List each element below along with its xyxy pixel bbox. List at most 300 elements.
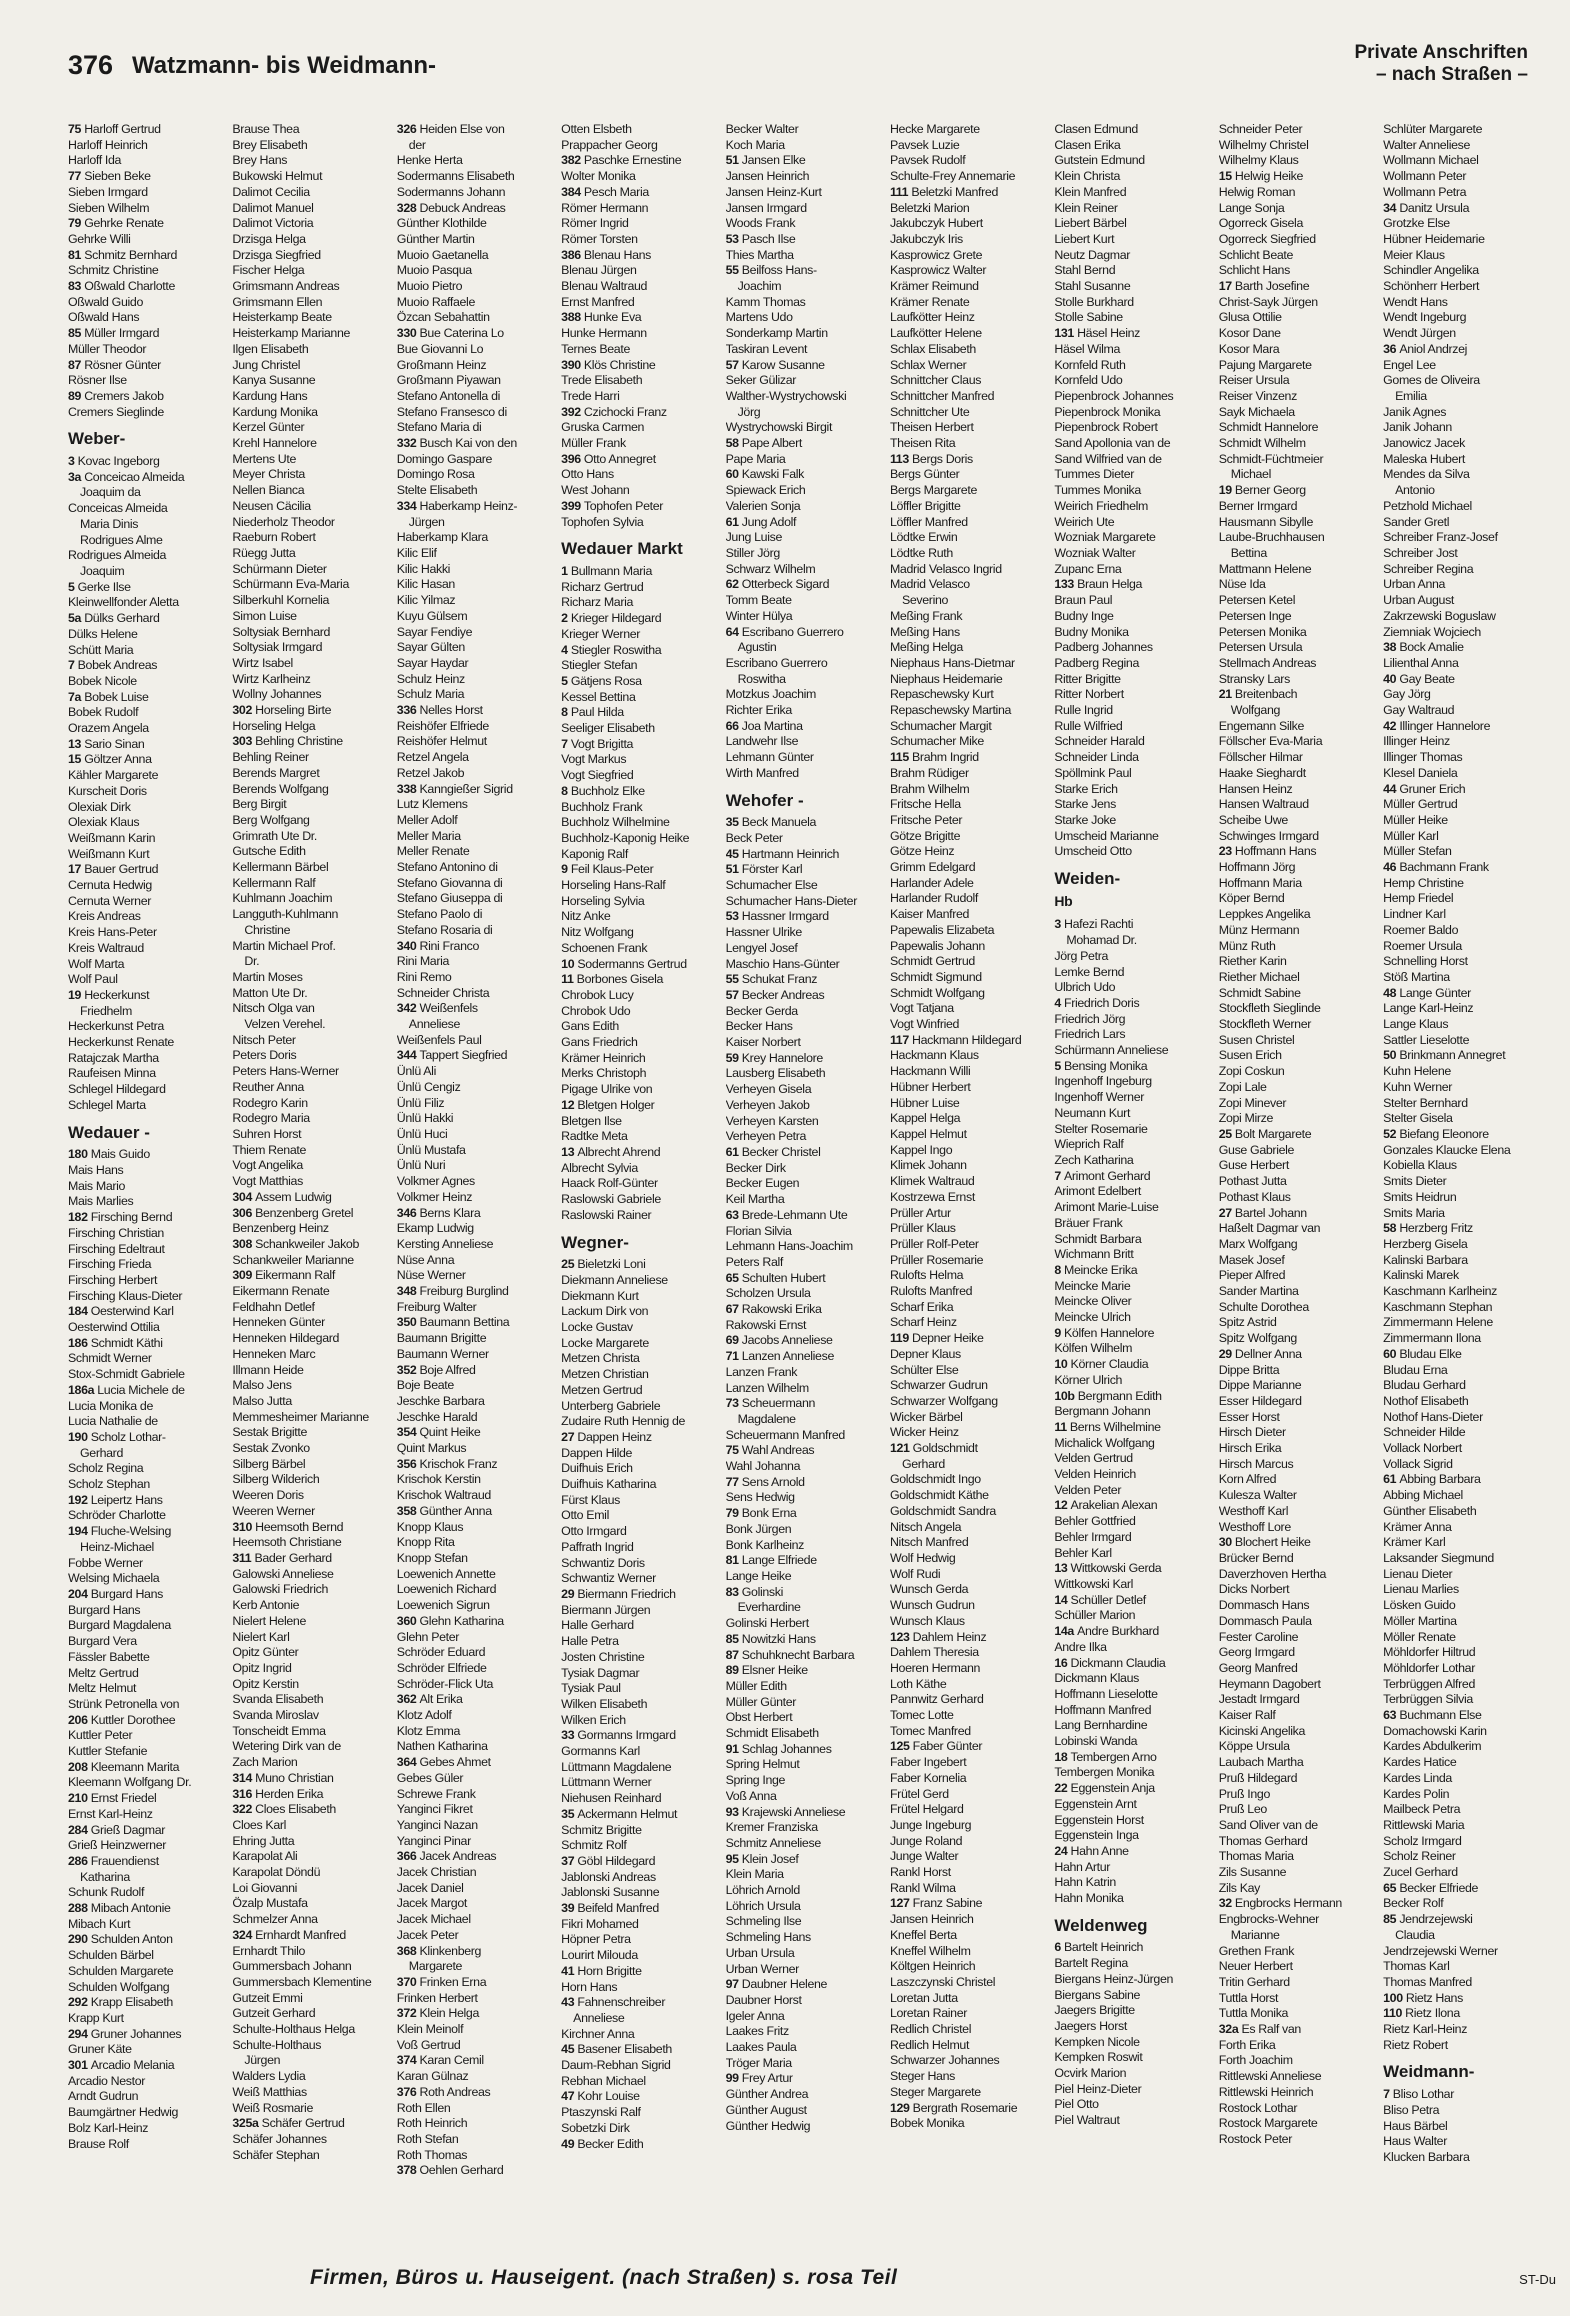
resident-name: Clasen Erika xyxy=(1054,137,1121,152)
resident-entry xyxy=(726,1349,884,1365)
resident-entry xyxy=(397,1127,555,1143)
resident-entry xyxy=(1383,1975,1541,1991)
resident-entry xyxy=(1219,907,1377,923)
resident-entry xyxy=(1383,640,1541,656)
resident-entry xyxy=(1219,1645,1377,1661)
resident-entry xyxy=(68,1885,226,1901)
resident-name: Jakubczyk Iris xyxy=(889,231,963,246)
resident-name: Baumgärtner Hedwig xyxy=(68,2105,179,2120)
resident-name: Laakes Fritz xyxy=(725,2024,789,2039)
resident-name: Kilic Elif xyxy=(396,545,437,560)
resident-name: Feil Klaus-Peter xyxy=(570,862,654,877)
house-number: 77 xyxy=(725,1474,742,1489)
resident-name: Schulten Hubert xyxy=(741,1270,826,1285)
resident-name: Woods Frank xyxy=(725,216,796,231)
resident-name: Hackmann Klaus xyxy=(889,1048,979,1063)
resident-entry xyxy=(726,1993,884,2009)
resident-name: Pape Albert xyxy=(741,436,802,451)
house-number: 338 xyxy=(396,781,420,796)
resident-entry xyxy=(68,721,226,737)
resident-name: Retzel Jakob xyxy=(396,765,465,780)
resident-name: Terbrüggen Alfred xyxy=(1383,1676,1475,1691)
resident-entry xyxy=(890,373,1048,389)
resident-entry xyxy=(1054,1640,1212,1656)
house-number: 370 xyxy=(396,1974,420,1989)
resident-name: Locke Gustav xyxy=(561,1320,633,1335)
resident-entry xyxy=(1219,656,1377,672)
resident-entry xyxy=(1383,1865,1541,1881)
resident-entry xyxy=(890,1331,1048,1347)
resident-name: Költgen Heinrich xyxy=(889,1959,976,1974)
resident-name: Kaschmann Karlheinz xyxy=(1383,1284,1498,1299)
resident-name: Beletzki Manfred xyxy=(911,184,998,199)
resident-name: Arcadio Nestor xyxy=(68,2073,146,2088)
resident-name: Olexiak Klaus xyxy=(68,815,140,830)
street-heading: Weber- xyxy=(68,429,126,449)
resident-entry xyxy=(397,1928,555,1944)
resident-name: Lengyel Josef xyxy=(725,940,798,955)
resident-entry xyxy=(726,2103,884,2119)
page-footer xyxy=(0,2266,1570,2300)
resident-name: Schröder-Flick Uta xyxy=(396,1676,494,1691)
resident-entry xyxy=(397,703,555,719)
resident-name: Gebes Güler xyxy=(396,1770,464,1785)
resident-name: Landwehr Ilse xyxy=(725,734,799,749)
resident-name: Malso Jens xyxy=(232,1378,292,1393)
resident-entry xyxy=(1383,703,1541,719)
resident-entry xyxy=(726,1742,884,1758)
resident-name: Opitz Ingrid xyxy=(232,1660,292,1675)
resident-entry xyxy=(726,1286,884,1302)
resident-entry xyxy=(68,1901,226,1917)
resident-name: Heckerkunst xyxy=(84,987,150,1002)
resident-name: Keil Martha xyxy=(725,1192,785,1207)
resident-name: Tuttla Horst xyxy=(1218,1990,1279,2005)
resident-name: Kanngießer Sigrid xyxy=(419,781,513,796)
resident-entry xyxy=(1054,609,1212,625)
resident-name: Soltysiak Bernhard xyxy=(232,624,331,639)
resident-entry xyxy=(1054,1310,1212,1326)
resident-entry xyxy=(890,813,1048,829)
resident-entry xyxy=(397,2116,555,2132)
resident-name: Bobek Nicole xyxy=(68,673,137,688)
resident-name: Mais Guido xyxy=(90,1147,150,1162)
house-number: 89 xyxy=(68,388,85,403)
resident-name: Nelles Horst xyxy=(419,703,483,718)
resident-name: Burgard Hans xyxy=(90,1586,163,1601)
resident-name: Depner Klaus xyxy=(889,1346,961,1361)
resident-entry xyxy=(397,2132,555,2148)
resident-name: Stockfleth Sieglinde xyxy=(1218,1001,1321,1016)
resident-name: Heymann Dagobert xyxy=(1218,1676,1321,1691)
resident-entry xyxy=(1219,2132,1377,2148)
resident-name: Firsching Christian xyxy=(68,1225,164,1240)
house-number: 59 xyxy=(725,1050,742,1065)
resident-name: Bartel Johann xyxy=(1234,1205,1307,1220)
resident-entry xyxy=(397,891,555,907)
resident-entry xyxy=(232,232,390,248)
resident-name: Petzhold Michael xyxy=(1383,498,1472,513)
resident-entry xyxy=(1219,1425,1377,1441)
resident-name: Rakowski Erika xyxy=(741,1302,822,1317)
resident-entry xyxy=(1054,1200,1212,1216)
house-number: 2 xyxy=(561,611,571,626)
resident-entry xyxy=(561,1791,719,1807)
resident-name: Schäfer Gertrud xyxy=(261,2116,345,2131)
resident-name: Volkmer Agnes xyxy=(396,1174,475,1189)
resident-name: Rebhan Michael xyxy=(561,2073,646,2088)
resident-entry xyxy=(397,2038,555,2054)
resident-name: Janowicz Jacek xyxy=(1383,436,1465,451)
entry-continuation: Joachim xyxy=(737,279,782,294)
resident-entry xyxy=(726,1318,884,1334)
resident-name: Janik Agnes xyxy=(1383,404,1447,419)
resident-entry xyxy=(1054,1043,1212,1059)
resident-entry xyxy=(1383,1661,1541,1677)
resident-entry xyxy=(561,1004,719,1020)
resident-entry xyxy=(890,1708,1048,1724)
resident-entry xyxy=(561,2089,719,2105)
resident-entry xyxy=(232,1268,390,1284)
house-number: 100 xyxy=(1383,1990,1406,2005)
resident-entry xyxy=(68,1273,226,1289)
resident-name: Braun Paul xyxy=(1054,593,1113,608)
house-number: 35 xyxy=(561,1806,578,1821)
house-number: 364 xyxy=(396,1755,420,1770)
resident-entry xyxy=(232,625,390,641)
resident-entry xyxy=(1054,263,1212,279)
resident-entry xyxy=(397,358,555,374)
resident-entry xyxy=(1054,1546,1212,1562)
resident-name: Kleemann Marita xyxy=(90,1759,180,1774)
resident-name: Wolf Rudi xyxy=(889,1566,941,1581)
resident-name: Wendt Ingeburg xyxy=(1383,310,1467,325)
resident-name: Sand Oliver van de xyxy=(1218,1817,1318,1832)
resident-name: Zech Katharina xyxy=(1054,1153,1134,1167)
resident-entry xyxy=(1383,263,1541,279)
resident-entry xyxy=(726,656,884,672)
resident-name: Arakelian Alexan xyxy=(1070,1498,1158,1513)
directory-column xyxy=(1383,122,1547,2262)
resident-entry xyxy=(561,815,719,831)
resident-name: Berner Irmgard xyxy=(1218,498,1298,513)
resident-entry xyxy=(68,1524,226,1540)
resident-entry xyxy=(1383,750,1541,766)
resident-name: Hassner Irmgard xyxy=(741,909,829,924)
resident-entry xyxy=(68,737,226,753)
resident-entry xyxy=(397,248,555,264)
resident-entry xyxy=(1219,1080,1377,1096)
resident-name: Velden Peter xyxy=(1054,1482,1122,1497)
resident-name: Verheyen Karsten xyxy=(725,1113,819,1128)
resident-entry xyxy=(1219,1771,1377,1787)
resident-entry xyxy=(1219,923,1377,939)
resident-entry xyxy=(1054,656,1212,672)
resident-name: Kostrzewa Ernst xyxy=(889,1189,975,1204)
house-number: 324 xyxy=(232,1927,256,1942)
resident-name: Arimont Gerhard xyxy=(1063,1168,1151,1183)
resident-entry xyxy=(68,1807,226,1823)
resident-entry xyxy=(1219,1457,1377,1473)
resident-entry xyxy=(1054,1781,1212,1797)
resident-name: Niederholz Theodor xyxy=(232,514,335,529)
house-number: 75 xyxy=(68,122,85,136)
resident-name: Scholz Irmgard xyxy=(1383,1833,1462,1848)
resident-entry xyxy=(1054,248,1212,264)
resident-entry xyxy=(1383,656,1541,672)
resident-entry xyxy=(232,1787,390,1803)
resident-name: Beifeld Manfred xyxy=(577,1901,659,1916)
resident-name: Schukat Franz xyxy=(741,972,818,987)
resident-entry xyxy=(1054,1389,1212,1405)
resident-entry xyxy=(890,232,1048,248)
resident-name: Chrobok Lucy xyxy=(561,987,634,1002)
resident-name: Dalimot Manuel xyxy=(232,200,314,215)
resident-name: Sieben Beke xyxy=(84,169,151,184)
resident-name: Zopi Lale xyxy=(1218,1079,1267,1094)
resident-name: Steger Margarete xyxy=(889,2084,981,2099)
resident-name: Zopi Coskun xyxy=(1218,1064,1285,1079)
resident-entry xyxy=(232,1001,390,1017)
resident-name: Leppkes Angelika xyxy=(1218,907,1311,922)
resident-entry xyxy=(397,2022,555,2038)
resident-name: Niephaus Hans-Dietmar xyxy=(889,655,1015,670)
resident-name: Dahlem Theresia xyxy=(889,1645,979,1660)
resident-entry xyxy=(726,1820,884,1836)
resident-entry xyxy=(561,1932,719,1948)
resident-entry xyxy=(1054,1828,1212,1844)
house-number: 18 xyxy=(1054,1749,1071,1764)
resident-name: Verheyen Gisela xyxy=(725,1082,812,1097)
resident-entry xyxy=(1383,2150,1541,2166)
resident-name: Herzberg Fritz xyxy=(1399,1221,1473,1236)
resident-name: Schreiber Jost xyxy=(1383,545,1458,560)
resident-name: Schulden Anton xyxy=(90,1932,173,1947)
house-number: 10b xyxy=(1054,1388,1078,1403)
resident-name: Engbrocks-Wehner xyxy=(1218,1912,1319,1927)
house-number: 33 xyxy=(561,1728,578,1743)
resident-entry xyxy=(726,1114,884,1130)
resident-entry xyxy=(68,153,226,169)
resident-name: Schäfer Johannes xyxy=(232,2132,327,2146)
resident-entry xyxy=(1219,515,1377,531)
resident-name: Herden Erika xyxy=(255,1786,324,1801)
resident-name: Scholz Stephan xyxy=(68,1477,150,1492)
resident-entry xyxy=(890,907,1048,923)
resident-entry xyxy=(1054,703,1212,719)
resident-entry xyxy=(68,310,226,326)
resident-entry xyxy=(1054,295,1212,311)
resident-name: Kardes Linda xyxy=(1383,1770,1452,1785)
resident-name: Weiß Matthias xyxy=(232,2084,307,2099)
resident-name: Glusa Ottilie xyxy=(1218,310,1282,325)
house-number: 334 xyxy=(396,498,420,513)
house-number: 83 xyxy=(725,1584,742,1599)
resident-entry xyxy=(561,909,719,925)
resident-entry xyxy=(1219,1802,1377,1818)
resident-name: Brücker Bernd xyxy=(1218,1550,1294,1565)
resident-entry xyxy=(397,530,555,546)
resident-name: Kneffel Wilhelm xyxy=(889,1943,971,1958)
resident-name: Schmitz Anneliese xyxy=(725,1835,821,1850)
resident-entry xyxy=(726,1161,884,1177)
resident-entry xyxy=(68,1618,226,1634)
resident-entry xyxy=(1383,232,1541,248)
resident-entry xyxy=(1219,860,1377,876)
resident-entry xyxy=(1054,467,1212,483)
resident-entry xyxy=(68,972,226,988)
resident-entry xyxy=(1383,1174,1541,1190)
resident-entry xyxy=(397,1111,555,1127)
resident-name: Müller Gertrud xyxy=(1383,797,1458,812)
resident-name: Goldschmidt Käthe xyxy=(889,1488,989,1503)
resident-entry xyxy=(397,1582,555,1598)
resident-entry xyxy=(1054,1530,1212,1546)
resident-name: Beck Manuela xyxy=(741,815,817,830)
house-number: 35 xyxy=(725,815,742,830)
resident-name: Kulesza Walter xyxy=(1218,1488,1297,1503)
resident-name: Jendrzejewski Werner xyxy=(1383,1943,1498,1958)
resident-entry xyxy=(561,1351,719,1367)
resident-name: Yanginci Nazan xyxy=(396,1817,478,1832)
resident-name: Frütel Gerd xyxy=(889,1786,949,1801)
resident-name: Boje Beate xyxy=(396,1378,454,1393)
house-number: 288 xyxy=(68,1901,91,1916)
resident-name: Lüttmann Werner xyxy=(561,1775,652,1790)
resident-name: Lödtke Erwin xyxy=(889,530,958,545)
resident-name: Förster Karl xyxy=(741,862,803,877)
resident-name: Körner Ulrich xyxy=(1054,1372,1123,1387)
resident-entry xyxy=(397,860,555,876)
resident-entry xyxy=(1383,1567,1541,1583)
house-number: 79 xyxy=(725,1506,742,1521)
resident-entry xyxy=(232,1206,390,1222)
resident-entry xyxy=(68,1210,226,1226)
resident-name: Becker Christel xyxy=(741,1145,821,1159)
resident-entry xyxy=(1219,1739,1377,1755)
resident-name: Jung Adolf xyxy=(741,514,797,529)
resident-name: Schlegel Marta xyxy=(68,1097,146,1112)
resident-entry xyxy=(561,452,719,468)
resident-entry xyxy=(397,389,555,405)
house-number: 63 xyxy=(725,1207,742,1222)
resident-entry xyxy=(561,1145,719,1161)
resident-entry xyxy=(1219,1912,1377,1928)
resident-entry xyxy=(1383,1771,1541,1787)
resident-name: Haßelt Dagmar van xyxy=(1218,1221,1321,1236)
house-number: 306 xyxy=(232,1205,256,1220)
resident-name: Karan Gülnaz xyxy=(396,2069,469,2084)
resident-entry xyxy=(726,1475,884,1491)
resident-name: Krapp Kurt xyxy=(68,2010,124,2025)
resident-name: Wirtz Karlheinz xyxy=(232,671,311,686)
resident-entry xyxy=(1383,1849,1541,1865)
resident-entry xyxy=(232,1739,390,1755)
resident-entry xyxy=(397,1143,555,1159)
resident-entry xyxy=(232,515,390,531)
resident-name: Rodrigues Almeida xyxy=(68,548,167,563)
resident-name: Haus Walter xyxy=(1383,2134,1447,2149)
resident-name: Lutz Klemens xyxy=(396,797,468,812)
resident-entry xyxy=(1383,1190,1541,1206)
resident-entry xyxy=(232,201,390,217)
resident-entry xyxy=(1054,1656,1212,1672)
resident-name: Vogt Winfried xyxy=(889,1017,960,1032)
resident-name: Esser Horst xyxy=(1218,1409,1280,1424)
resident-entry xyxy=(1219,797,1377,813)
resident-name: Gans Edith xyxy=(561,1019,619,1034)
resident-entry xyxy=(232,1865,390,1881)
resident-entry xyxy=(68,1995,226,2011)
house-number: 356 xyxy=(396,1456,420,1471)
resident-name: Beck Peter xyxy=(725,830,783,845)
resident-name: Kaiser Norbert xyxy=(725,1035,801,1050)
resident-name: Halle Petra xyxy=(561,1634,619,1649)
resident-name: Ratajczak Martha xyxy=(68,1050,159,1065)
resident-entry xyxy=(890,1347,1048,1363)
resident-entry xyxy=(890,263,1048,279)
resident-entry xyxy=(890,891,1048,907)
resident-entry xyxy=(1054,750,1212,766)
resident-name: Cernuta Hedwig xyxy=(68,878,152,893)
resident-entry xyxy=(726,1365,884,1381)
resident-name: Czichocki Franz xyxy=(583,404,667,419)
resident-entry xyxy=(1054,1122,1212,1138)
resident-entry xyxy=(890,1896,1048,1912)
resident-name: Rankl Horst xyxy=(889,1865,951,1880)
resident-name: Schwantiz Doris xyxy=(561,1555,645,1570)
resident-name: Weirich Friedhelm xyxy=(1054,498,1149,513)
resident-name: Rittlewski Heinrich xyxy=(1218,2084,1314,2099)
resident-name: Bliso Petra xyxy=(1383,2102,1440,2117)
resident-name: Zopi Minever xyxy=(1218,1095,1287,1110)
resident-name: Jansen Heinz-Kurt xyxy=(725,184,822,199)
resident-entry xyxy=(890,860,1048,876)
resident-name: Hoffmann Lieselotte xyxy=(1054,1686,1158,1701)
resident-name: Martin Moses xyxy=(232,969,303,984)
resident-entry xyxy=(890,2006,1048,2022)
resident-entry xyxy=(68,690,226,706)
house-number: 57 xyxy=(725,987,742,1002)
resident-name: Schwarzer Wolfgang xyxy=(889,1393,998,1408)
resident-entry xyxy=(232,530,390,546)
resident-name: Scheibe Uwe xyxy=(1218,812,1288,827)
resident-entry xyxy=(1054,1498,1212,1514)
resident-entry xyxy=(1383,1614,1541,1630)
resident-entry xyxy=(1219,216,1377,232)
resident-name: Wozniak Margarete xyxy=(1054,530,1156,545)
resident-entry xyxy=(397,954,555,970)
house-number: 32 xyxy=(1218,1896,1235,1911)
house-number: 22 xyxy=(1054,1781,1071,1796)
resident-name: Klotz Emma xyxy=(396,1723,461,1738)
resident-entry xyxy=(561,1587,719,1603)
resident-entry xyxy=(890,1441,1048,1457)
resident-name: Krischok Kerstin xyxy=(396,1472,481,1487)
resident-entry xyxy=(726,342,884,358)
resident-name: Bauer Gertrud xyxy=(84,862,159,877)
resident-name: Arimont Edelbert xyxy=(1054,1184,1142,1199)
resident-name: Fässler Babette xyxy=(68,1649,150,1664)
resident-name: Wicker Bärbel xyxy=(889,1409,963,1424)
resident-name: Motzkus Joachim xyxy=(725,687,817,702)
resident-name: Piel Waltraut xyxy=(1054,2113,1120,2128)
house-number: 81 xyxy=(725,1553,742,1568)
resident-name: Winter Hülya xyxy=(725,608,793,623)
resident-name: Engel Lee xyxy=(1383,357,1436,372)
resident-name: Gruner Johannes xyxy=(90,2026,182,2041)
resident-entry xyxy=(68,1147,226,1163)
